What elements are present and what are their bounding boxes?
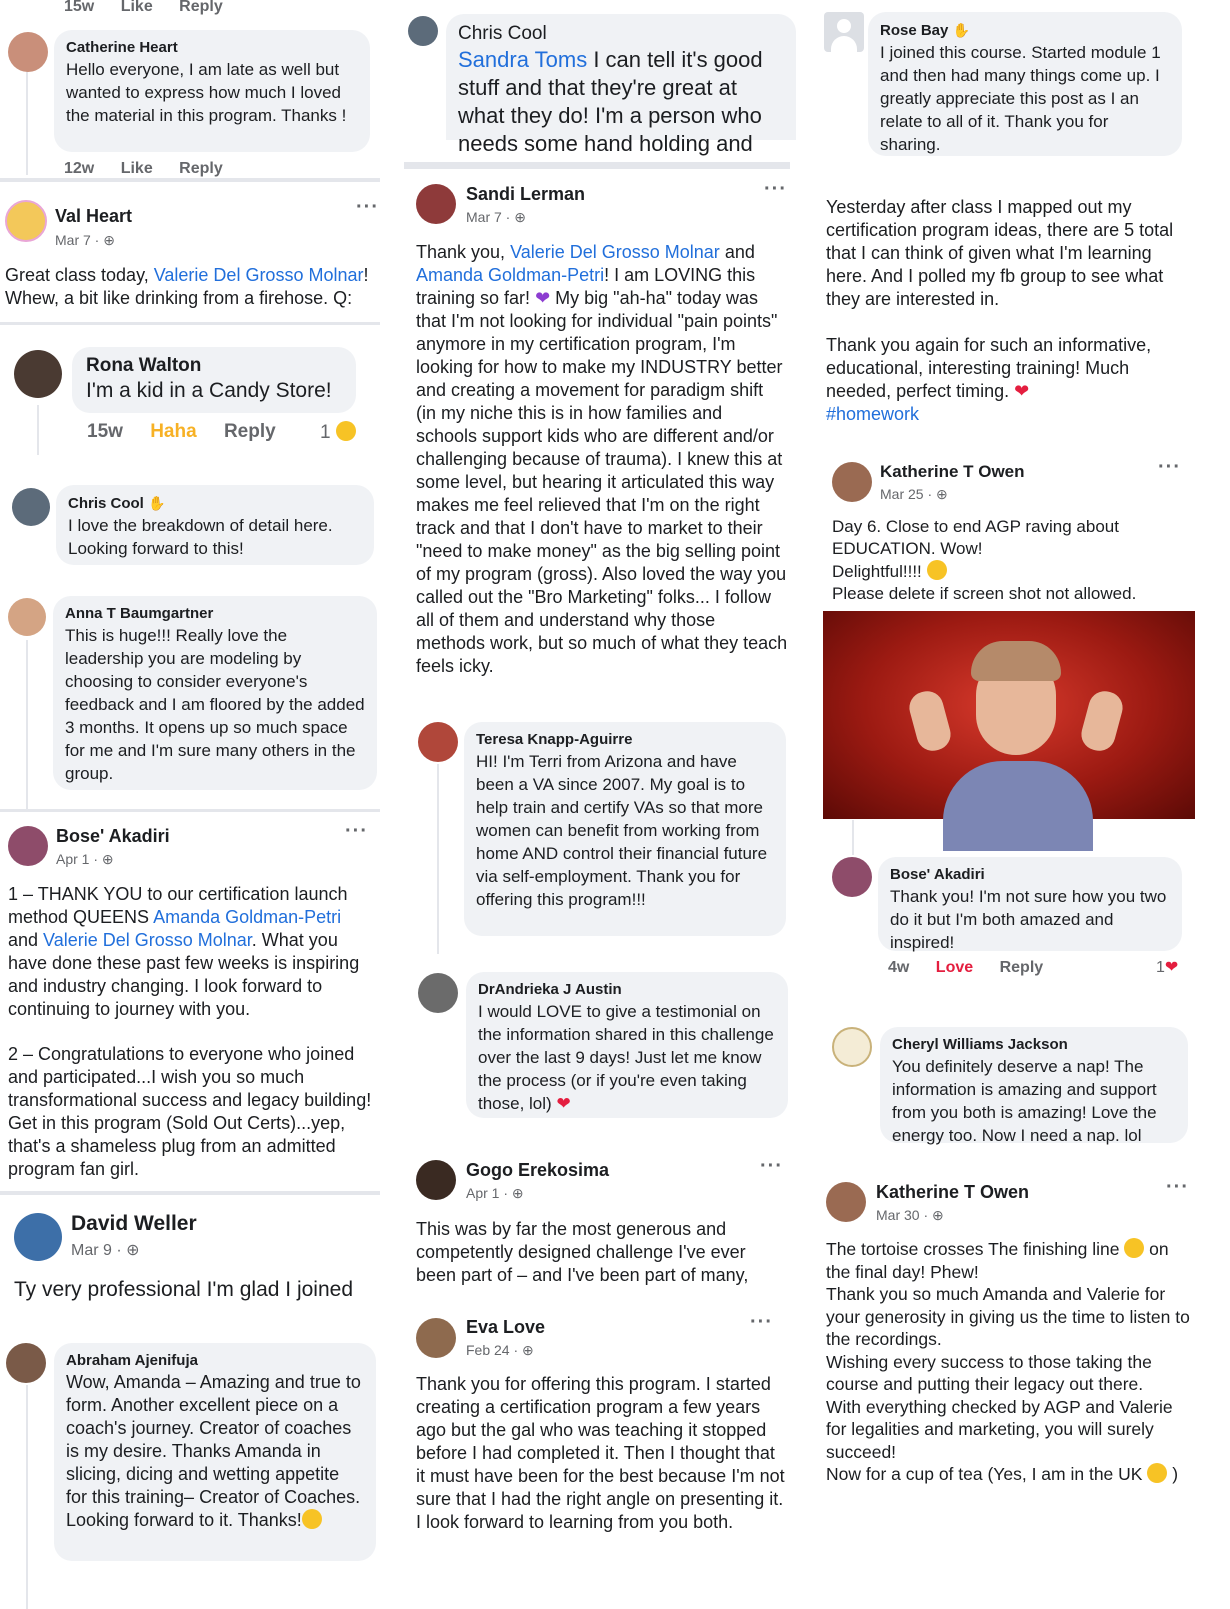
- author-name[interactable]: Catherine Heart: [66, 39, 178, 56]
- reply-button[interactable]: Reply: [179, 0, 223, 15]
- comment-bubble: [464, 722, 786, 936]
- comment-text: You definitely deserve a nap! The information is amazing and support from you both is amazing! Love the energy too. Now I need a nap. lol: [892, 1057, 1157, 1145]
- post-date: Feb 24 · ⊕: [466, 1342, 534, 1358]
- haha-emoji-icon: [336, 421, 356, 441]
- comment-text: Wow, Amanda – Amazing and true to form. Another excellent piece on a coach's journey. Creator of coaches is my desire. Thanks Amanda in slicing, dicing and wetting appetite for this training– Creator of Coaches. Looking forward to it. Thanks!: [66, 1372, 361, 1530]
- comment-bubble: [54, 30, 370, 152]
- avatar[interactable]: [418, 973, 458, 1013]
- globe-icon: ⊕: [932, 1207, 944, 1223]
- author-name[interactable]: Katherine T Owen: [876, 1182, 1030, 1202]
- mention-link[interactable]: Amanda Goldman-Petri: [153, 907, 342, 927]
- time: 12w: [64, 160, 95, 177]
- author-name[interactable]: Chris Cool ✋: [68, 495, 166, 512]
- comment-bubble: [466, 972, 788, 1118]
- author-name[interactable]: Chris Cool: [458, 23, 547, 44]
- purple-heart-icon: ❤: [535, 288, 551, 308]
- wave-icon: ✋: [148, 495, 166, 511]
- author-name[interactable]: Bose' Akadiri: [890, 866, 985, 883]
- time: 15w: [87, 421, 123, 442]
- wink-emoji-icon: [1147, 1463, 1167, 1483]
- avatar[interactable]: [8, 598, 46, 636]
- time: 15w: [64, 0, 95, 15]
- avatar[interactable]: [832, 1027, 872, 1067]
- more-options-icon[interactable]: ···: [356, 196, 379, 218]
- author-name[interactable]: David Weller: [71, 1212, 197, 1235]
- time: 4w: [888, 959, 910, 976]
- post-date: Mar 7 · ⊕: [55, 232, 115, 248]
- thread-line: [26, 1385, 28, 1609]
- thread-line: [852, 820, 854, 855]
- author-name[interactable]: Gogo Erekosima: [466, 1160, 610, 1180]
- more-options-icon[interactable]: ···: [345, 820, 368, 842]
- avatar[interactable]: [14, 350, 62, 398]
- mention-link[interactable]: Valerie Del Grosso Molnar: [43, 930, 252, 950]
- comment-text: I joined this course. Started module 1 and then had many things come up. I greatly appreciate this post as I an relate to all of it. Thank you for sharing.: [880, 43, 1161, 154]
- avatar[interactable]: [14, 1213, 62, 1261]
- comment-bubble: [54, 1343, 376, 1561]
- like-button[interactable]: Like: [120, 160, 153, 177]
- mention-link[interactable]: Amanda Goldman-Petri: [416, 265, 605, 285]
- author-name[interactable]: Val Heart: [55, 206, 133, 226]
- avatar[interactable]: [832, 857, 872, 897]
- post-text: This was by far the most generous and competently designed challenge I've ever been part of – and I've been part of many,: [416, 1219, 749, 1285]
- post-text: Day 6. Close to end AGP raving about EDUCATION. Wow! Delightful!!!! Please delete if screen shot not allowed.: [832, 517, 1137, 603]
- mention-link[interactable]: Valerie Del Grosso Molnar: [153, 265, 364, 285]
- post-text: The tortoise crosses The finishing line on the final day! Phew! Thank you so much Amanda and Valerie for your generosity in giving us the time to listen to the recordings. Wishing every success to those taking the course and putting their legacy out there. With everything checked by AGP and Valerie for legalities and marketing, you will surely succeed! Now for a cup of tea (Yes, I am in the UK ): [826, 1239, 1190, 1484]
- post-date: Apr 1 · ⊕: [466, 1185, 524, 1201]
- mention-link[interactable]: Sandra Toms: [458, 47, 588, 72]
- comment-text: HI! I'm Terri from Arizona and have been a VA since 2007. My goal is to help train and certify VAs so that more women can benefit from working from home AND control their financial future via self-employment. Thank you for offering this program!!!: [476, 752, 768, 909]
- globe-icon: ⊕: [101, 851, 114, 867]
- wave-icon: ✋: [952, 22, 970, 38]
- author-name[interactable]: Abraham Ajenifuja: [66, 1352, 198, 1369]
- like-button[interactable]: Like: [120, 0, 153, 15]
- comment-bubble: [446, 14, 796, 156]
- avatar[interactable]: [408, 16, 438, 46]
- smile-emoji-icon: [927, 560, 947, 580]
- author-name[interactable]: Bose' Akadiri: [56, 826, 170, 846]
- author-name[interactable]: Sandi Lerman: [466, 184, 586, 204]
- globe-icon: ⊕: [522, 1342, 534, 1358]
- video-screenshot-image[interactable]: [823, 611, 1195, 819]
- author-name[interactable]: Katherine T Owen: [880, 462, 1025, 481]
- hashtag-link[interactable]: #homework: [826, 404, 920, 424]
- post-date: Mar 9 · ⊕: [71, 1242, 140, 1259]
- comment-bubble: [868, 12, 1182, 156]
- love-button[interactable]: Love: [935, 959, 974, 976]
- author-name[interactable]: Cheryl Williams Jackson: [892, 1036, 1068, 1053]
- globe-icon: ⊕: [936, 486, 948, 502]
- more-options-icon[interactable]: ···: [1158, 456, 1181, 478]
- reaction-count[interactable]: 1: [320, 421, 356, 444]
- comment-text: I'm a kid in a Candy Store!: [86, 379, 332, 402]
- reply-button[interactable]: Reply: [223, 421, 276, 442]
- comment-text: This is huge!!! Really love the leadership you are modeling by choosing to consider everyone's feedback and I am floored by the added 3 months. It opens up so much space for me and I'm sure many others in the group.: [65, 626, 365, 783]
- avatar[interactable]: [832, 462, 872, 502]
- more-options-icon[interactable]: ···: [750, 1311, 773, 1333]
- thread-line: [26, 70, 28, 175]
- avatar[interactable]: [8, 826, 48, 866]
- comment-text: Thank you! I'm not sure how you two do it but I'm both amazed and inspired!: [890, 887, 1167, 952]
- comment-text: Hello everyone, I am late as well but wanted to express how much I loved the material in this program. Thanks !: [66, 60, 347, 125]
- avatar[interactable]: [416, 184, 456, 224]
- author-name[interactable]: Eva Love: [466, 1317, 546, 1337]
- smile-emoji-icon: [1124, 1238, 1144, 1258]
- avatar[interactable]: [8, 32, 48, 72]
- author-name[interactable]: Rona Walton: [86, 355, 202, 376]
- globe-icon: ⊕: [103, 232, 115, 248]
- avatar[interactable]: [416, 1160, 456, 1200]
- post-text: Ty very professional I'm glad I joined: [14, 1278, 354, 1301]
- post-date: Mar 7 · ⊕: [466, 209, 526, 225]
- author-name[interactable]: DrAndrieka J Austin: [478, 981, 622, 998]
- globe-icon: ⊕: [511, 1185, 524, 1201]
- heart-icon: ❤: [1014, 381, 1030, 401]
- avatar[interactable]: [418, 722, 458, 762]
- divider: [0, 1191, 380, 1195]
- post-date: Apr 1 · ⊕: [56, 851, 114, 867]
- globe-icon: ⊕: [514, 209, 526, 225]
- divider: [404, 162, 790, 169]
- globe-icon: ⊕: [126, 1242, 140, 1259]
- reaction-count[interactable]: 1❤: [1156, 959, 1179, 976]
- love-reaction-icon: ❤: [1164, 959, 1179, 976]
- post-text: 1 – THANK YOU to our certification launch method QUEENS Amanda Goldman-Petri and Valerie Del Grosso Molnar. What you have done these past few weeks is inspiring and industry changing. I look forward to continuing to journey with you. 2 – Congratulations to everyone who joined and participated...I wish you so much transformational success and legacy building! Get in this program (Sold Out Certs)...yep, that's a shameless plug from an admitted program fan girl.: [8, 884, 372, 1179]
- heart-icon: ❤: [556, 1094, 571, 1113]
- smile-emoji-icon: [302, 1509, 322, 1529]
- more-options-icon[interactable]: ···: [1166, 1176, 1189, 1198]
- post-date: Mar 25 · ⊕: [880, 486, 948, 502]
- avatar[interactable]: [416, 1318, 456, 1358]
- post-text: Thank you for offering this program. I started creating a certification program a few years ago but the gal who was teaching it stopped before I had completed it. Then I thought that it must have been for the best because I'm not sure that I had the right angle on presenting it. I look forward to learning from you both.: [416, 1374, 785, 1532]
- post-text: Thank you, Valerie Del Grosso Molnar and Amanda Goldman-Petri! I am LOVING this training so far! ❤ My big "ah-ha" today was that I'm not looking for individual "pain points" anymore in my certification program, I'm looking for how to make my INDUSTRY better and creating a movement for paradigm shift (in my niche this is in how families and schools support kids who are different and/or challenging because of trauma). I knew this at some level, but hearing it articulated this way makes me feel relieved that I'm on the right track and that I don't have to market to their "need to make money" as the big selling point of my program (gross). Also loved the way you called out the "Bro Marketing" folks... I follow all of them and understand why those methods work, but so much of what they teach feels icky.: [416, 242, 788, 676]
- default-avatar-icon[interactable]: [824, 12, 864, 52]
- comment-text: I love the breakdown of detail here. Looking forward to this!: [68, 516, 333, 558]
- author-name[interactable]: Teresa Knapp-Aguirre: [476, 731, 633, 748]
- author-name[interactable]: Rose Bay ✋: [880, 22, 970, 39]
- avatar[interactable]: [12, 488, 50, 526]
- post-text: Great class today, Valerie Del Grosso Molnar! Whew, a bit like drinking from a firehose. Q:: [5, 265, 369, 308]
- avatar[interactable]: [6, 1343, 46, 1383]
- more-options-icon[interactable]: ···: [760, 1155, 783, 1177]
- reply-button[interactable]: Reply: [179, 160, 223, 177]
- comment-bubble: [878, 857, 1182, 951]
- comment-text: Sandra Toms I can tell it's good stuff and that they're great at what they do! I'm a person who needs some hand holding and: [458, 47, 763, 156]
- divider: [0, 809, 380, 812]
- comment-actions: [87, 421, 298, 443]
- post-text: Yesterday after class I mapped out my certification program ideas, there are 5 total that I can think of given what I'm learning here. And I polled my fb group to see what they are interested in. Thank you again for such an informative, educational, interesting training! Much needed, perfect timing. ❤ #homework: [826, 197, 1174, 424]
- comment-actions: [64, 160, 245, 176]
- haha-button[interactable]: Haha: [150, 421, 197, 442]
- divider: [0, 178, 380, 182]
- comment-text: I would LOVE to give a testimonial on the information shared in this challenge over the last 9 days! Just let me know the process (or if you're even taking those, lol) ❤: [478, 1002, 774, 1113]
- comment-bubble: [72, 347, 356, 413]
- comment-actions: [64, 0, 245, 16]
- mention-link[interactable]: Valerie Del Grosso Molnar: [510, 242, 720, 262]
- comment-bubble: [880, 1027, 1188, 1143]
- avatar[interactable]: [826, 1182, 866, 1222]
- post-date: Mar 30 · ⊕: [876, 1207, 944, 1223]
- avatar[interactable]: [5, 200, 47, 242]
- thread-line: [26, 640, 28, 810]
- comment-bubble: [56, 485, 374, 565]
- more-options-icon[interactable]: ···: [764, 178, 787, 200]
- divider: [0, 322, 380, 325]
- thread-line: [37, 405, 39, 455]
- reply-button[interactable]: Reply: [999, 959, 1044, 976]
- thread-line: [437, 764, 439, 954]
- comment-bubble: [53, 596, 377, 790]
- comment-actions: [888, 959, 1065, 977]
- author-name[interactable]: Anna T Baumgartner: [65, 605, 214, 622]
